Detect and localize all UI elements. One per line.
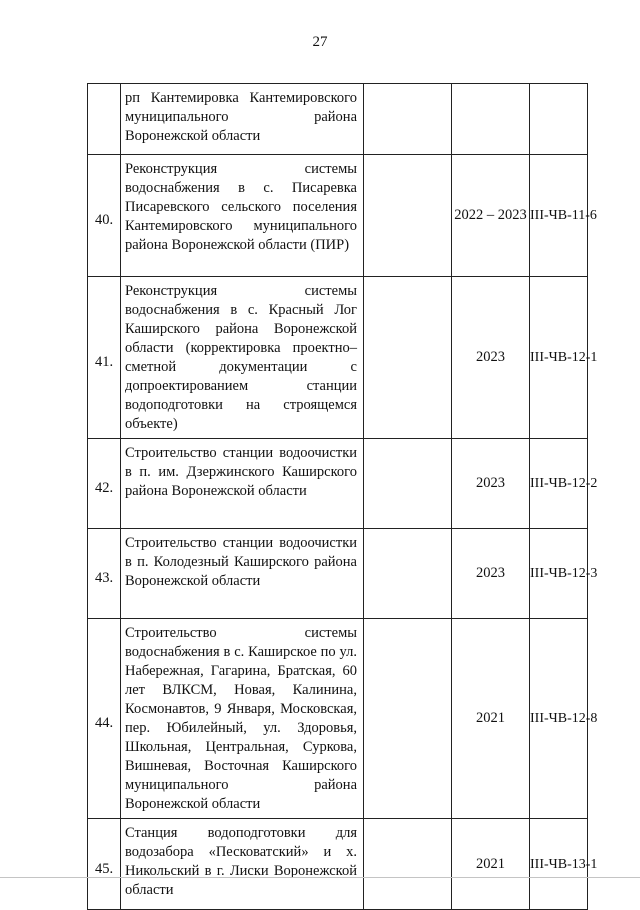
object-name: Станция водоподготовки для водозабора «Песковатский» и х. Никольский в г. Лиски Воронежской области — [121, 819, 364, 910]
empty-cell — [364, 84, 452, 155]
year-cell: 2021 — [452, 819, 530, 910]
row-number: 43. — [88, 529, 121, 619]
footer-divider — [0, 877, 640, 878]
empty-cell — [364, 619, 452, 819]
year-cell: 2022 – 2023 — [452, 155, 530, 277]
code-cell: III-ЧВ-13-1 — [530, 819, 588, 910]
row-number: 42. — [88, 439, 121, 529]
table-row — [88, 619, 588, 819]
row-number — [88, 84, 121, 155]
code-cell — [530, 84, 588, 155]
year-cell: 2023 — [452, 529, 530, 619]
object-name: Строительство станции водоочистки в п. им. Дзержинского Каширского района Воронежской области — [121, 439, 364, 529]
page-number: 27 — [312, 34, 328, 50]
code-cell: III-ЧВ-12-3 — [530, 529, 588, 619]
code-cell: III-ЧВ-12-1 — [530, 277, 588, 439]
object-name: рп Кантемировка Кантемировского муниципального района Воронежской области — [121, 84, 364, 155]
row-number: 40. — [88, 155, 121, 277]
empty-cell — [364, 155, 452, 277]
year-cell: 2023 — [452, 277, 530, 439]
table-row — [88, 529, 588, 619]
table-row — [88, 155, 588, 277]
table-row — [88, 439, 588, 529]
empty-cell — [364, 819, 452, 910]
empty-cell — [364, 529, 452, 619]
year-cell — [452, 84, 530, 155]
code-cell: III-ЧВ-11-6 — [530, 155, 588, 277]
code-cell: III-ЧВ-12-2 — [530, 439, 588, 529]
table-row — [88, 819, 588, 910]
empty-cell — [364, 277, 452, 439]
object-name: Строительство станции водоочистки в п. Колодезный Каширского района Воронежской области — [121, 529, 364, 619]
year-cell: 2023 — [452, 439, 530, 529]
row-number: 44. — [88, 619, 121, 819]
objects-table — [87, 83, 598, 910]
table-row — [88, 277, 588, 439]
object-name: Реконструкция системы водоснабжения в с. Красный Лог Каширского района Воронежской области (корректировка проектно–сметной документации с допроектированием станции водоподготовки на строящемся объекте) — [121, 277, 364, 439]
empty-cell — [364, 439, 452, 529]
object-name: Строительство системы водоснабжения в с. Каширское по ул. Набережная, Гагарина, Братская, 60 лет ВЛКСМ, Новая, Калинина, Космонавтов, 9 Января, Московская, пер. Юбилейный, ул. Здоровья, Школьная, Центральная, Суркова, Вишневая, Восточная Каширского муниципального района Воронежской области — [121, 619, 364, 819]
row-number: 45. — [88, 819, 121, 910]
table-row — [88, 84, 588, 155]
year-cell: 2021 — [452, 619, 530, 819]
code-cell: III-ЧВ-12-8 — [530, 619, 588, 819]
row-number: 41. — [88, 277, 121, 439]
object-name: Реконструкция системы водоснабжения в с. Писаревка Писаревского сельского поселения Кантемировского муниципального района Воронежской области (ПИР) — [121, 155, 364, 277]
